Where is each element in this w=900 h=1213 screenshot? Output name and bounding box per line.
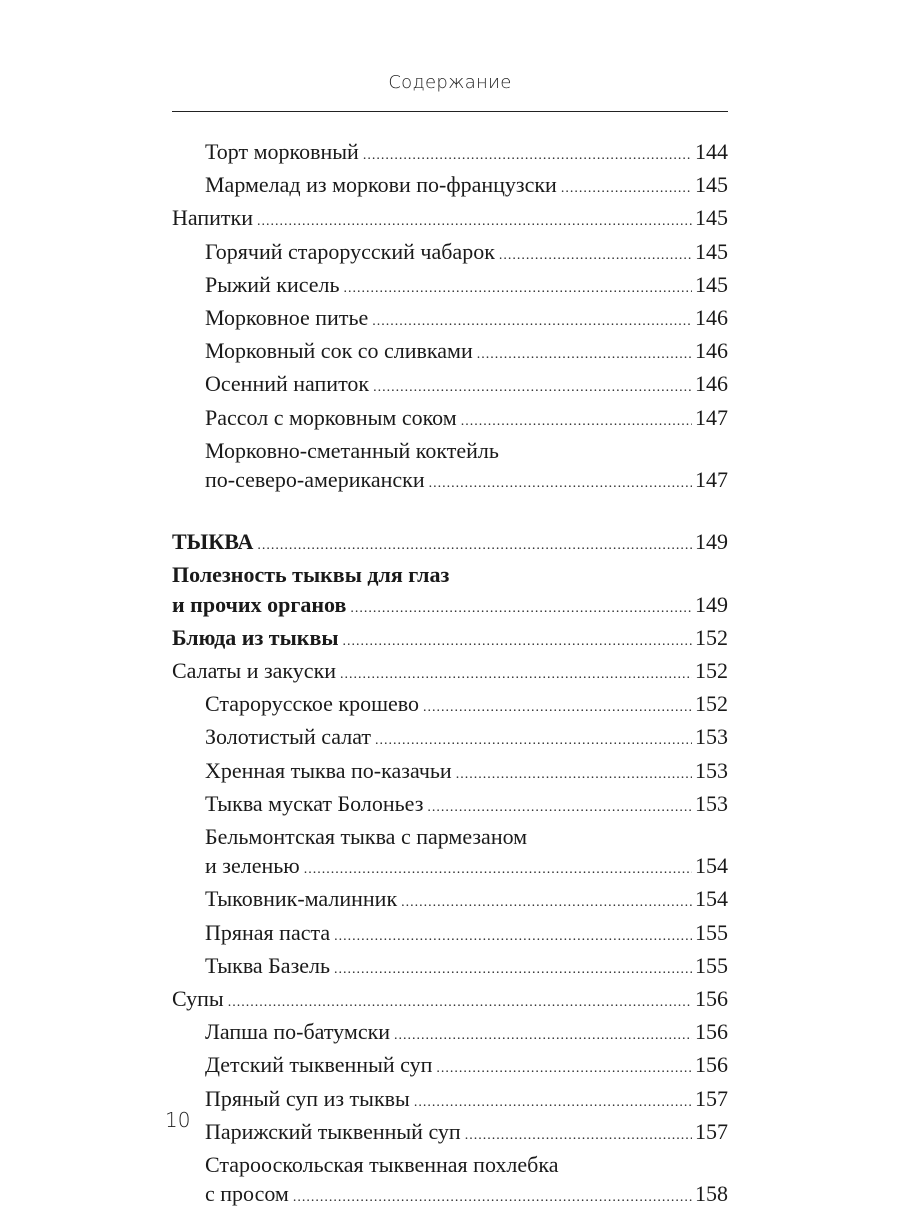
- toc-entry-page: 154: [695, 886, 728, 912]
- dot-leader: [456, 760, 692, 789]
- toc-entry-title: Блюда из тыквы: [172, 624, 339, 650]
- toc-entry-page: 145: [695, 205, 728, 231]
- toc-entry-title: Рыжий кисель: [205, 271, 340, 297]
- toc-entry-page: 147: [695, 404, 728, 430]
- toc-entry-page: 146: [695, 371, 728, 397]
- dot-leader: [373, 373, 692, 402]
- toc-section-entry[interactable]: [172, 984, 728, 1017]
- toc-entry-title: Морковный сок со сливками: [205, 338, 473, 364]
- dot-leader: [375, 726, 692, 755]
- toc-entry-title: Тыква мускат Болоньез: [205, 790, 424, 816]
- header-rule: [172, 111, 728, 112]
- toc-entry-page: 149: [695, 529, 728, 555]
- toc-entry[interactable]: [172, 303, 728, 336]
- running-header: Содержание: [388, 72, 512, 93]
- toc-entry-title: Мармелад из моркови по-французски: [205, 172, 557, 198]
- toc-entry-page: 145: [695, 271, 728, 297]
- dot-leader: [561, 174, 692, 203]
- dot-leader: [334, 955, 692, 984]
- dot-leader: [340, 660, 692, 689]
- toc-entry-page: 155: [695, 952, 728, 978]
- toc-entry-page: 156: [695, 1052, 728, 1078]
- toc-entry[interactable]: [172, 237, 728, 270]
- toc-entry-page: 149: [695, 591, 728, 617]
- dot-leader: [257, 207, 692, 236]
- toc-entry-page: 152: [695, 691, 728, 717]
- toc-entry-title: Салаты и закуски: [172, 658, 337, 684]
- toc-entry-page: 154: [695, 853, 728, 879]
- toc-entry-page: 146: [695, 305, 728, 331]
- toc-entry-page: 153: [695, 790, 728, 816]
- toc-entry-title: Горячий старорусский чабарок: [205, 238, 495, 264]
- dot-leader: [293, 1183, 692, 1212]
- toc-entry-title-line[interactable]: Морковно-сметанный коктейль: [205, 437, 499, 463]
- dot-leader: [372, 307, 692, 336]
- toc-entry[interactable]: [172, 1017, 728, 1050]
- toc-entry[interactable]: [172, 1050, 728, 1083]
- toc-entry-title: Напитки: [172, 205, 253, 231]
- toc-entry[interactable]: [172, 1179, 728, 1212]
- toc-entry[interactable]: [172, 137, 728, 170]
- toc-entry[interactable]: [172, 789, 728, 822]
- toc-entry[interactable]: [172, 270, 728, 303]
- dot-leader: [429, 469, 692, 498]
- toc-entry[interactable]: [172, 465, 728, 498]
- toc-entry-title: с просом: [205, 1181, 289, 1207]
- dot-leader: [465, 1121, 692, 1150]
- toc-entry-page: 145: [695, 238, 728, 264]
- toc-entry-page: 157: [695, 1085, 728, 1111]
- toc-entry-title: Парижский тыквенный суп: [205, 1118, 461, 1144]
- toc-entry[interactable]: [172, 918, 728, 951]
- toc-entry-title-line[interactable]: Полезность тыквы для глаз: [172, 562, 450, 588]
- toc-entry-page: 156: [695, 1019, 728, 1045]
- toc-entry[interactable]: [172, 403, 728, 436]
- dot-leader: [343, 627, 692, 656]
- toc-entry[interactable]: [172, 369, 728, 402]
- toc-section-entry[interactable]: [172, 623, 728, 656]
- toc-entry-page: 146: [695, 338, 728, 364]
- section-spacer: [172, 498, 728, 527]
- toc-entry-page: 153: [695, 724, 728, 750]
- page-number: 10: [165, 1108, 191, 1132]
- toc-entry[interactable]: [172, 951, 728, 984]
- toc-entry[interactable]: [172, 884, 728, 917]
- toc-entry[interactable]: [172, 756, 728, 789]
- toc-entry-title: Детский тыквенный суп: [205, 1052, 433, 1078]
- toc-entry-title: Рассол с морковным соком: [205, 404, 457, 430]
- toc-entry[interactable]: [172, 1084, 728, 1117]
- toc-entry-title: Пряная паста: [205, 919, 331, 945]
- toc-entry[interactable]: [172, 1117, 728, 1150]
- toc-entry[interactable]: [172, 689, 728, 722]
- toc-entry-title: Супы: [172, 986, 224, 1012]
- toc-entry-title: Хренная тыква по-казачьи: [205, 757, 452, 783]
- toc-entry-page: 158: [695, 1181, 728, 1207]
- dot-leader: [401, 888, 692, 917]
- toc-entry-page: 153: [695, 757, 728, 783]
- toc-entry-title: и прочих органов: [172, 591, 347, 617]
- toc-entry-title: Старорусское крошево: [205, 691, 420, 717]
- toc-entry-title: Морковное питье: [205, 305, 369, 331]
- toc-entry-title: Осенний напиток: [205, 371, 370, 397]
- dot-leader: [228, 988, 692, 1017]
- toc-section-entry[interactable]: [172, 203, 728, 236]
- toc-entry[interactable]: [172, 336, 728, 369]
- dot-leader: [423, 693, 692, 722]
- dot-leader: [257, 531, 692, 560]
- toc-entry-title: Лапша по-батумски: [205, 1019, 391, 1045]
- dot-leader: [414, 1088, 692, 1117]
- toc-entry-page: 144: [695, 139, 728, 164]
- dot-leader: [394, 1021, 692, 1050]
- toc-entry[interactable]: [172, 851, 728, 884]
- dot-leader: [461, 407, 692, 436]
- toc-entry-page: 152: [695, 658, 728, 684]
- toc-entry-title: Торт морковный: [205, 139, 359, 164]
- toc-entry-page: 147: [695, 467, 728, 493]
- toc-entry-page: 157: [695, 1118, 728, 1144]
- dot-leader: [427, 793, 692, 822]
- toc-section-entry[interactable]: [172, 656, 728, 689]
- toc-entry-title: по-северо-американски: [205, 467, 425, 493]
- toc-entry[interactable]: [172, 170, 728, 203]
- dot-leader: [304, 855, 692, 884]
- dot-leader: [477, 340, 692, 369]
- dot-leader: [344, 274, 692, 303]
- toc-entry-page: 152: [695, 624, 728, 650]
- toc-entry-title-line[interactable]: Старооскольская тыквенная похлебка: [205, 1152, 559, 1178]
- dot-leader: [363, 141, 692, 170]
- toc-entry-title: ТЫКВА: [172, 529, 254, 555]
- toc-entry-title: Золотистый салат: [205, 724, 372, 750]
- dot-leader: [334, 922, 692, 951]
- toc-entry-title: Пряный суп из тыквы: [205, 1085, 410, 1111]
- toc-entry[interactable]: [172, 722, 728, 755]
- toc-entry-title: Тыковник-малинник: [205, 886, 398, 912]
- toc-entry-page: 155: [695, 919, 728, 945]
- toc-entry-title: и зеленью: [205, 853, 300, 879]
- dot-leader: [499, 241, 692, 270]
- toc-entry-title: Тыква Базель: [205, 952, 331, 978]
- toc-entry-page: 156: [695, 986, 728, 1012]
- toc-section-entry[interactable]: [172, 590, 728, 623]
- table-of-contents: [172, 137, 728, 1213]
- dot-leader: [436, 1054, 692, 1083]
- toc-entry-title-line[interactable]: Бельмонтская тыква с пармезаном: [205, 824, 528, 850]
- toc-entry-page: 145: [695, 172, 728, 198]
- dot-leader: [350, 594, 692, 623]
- toc-chapter-entry[interactable]: [172, 527, 728, 560]
